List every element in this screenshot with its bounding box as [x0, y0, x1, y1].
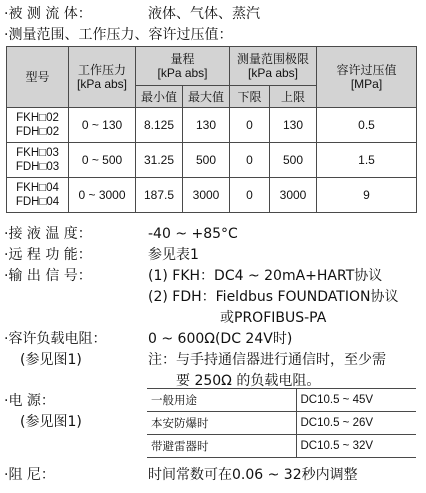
header-range-min: 最小值 [136, 86, 183, 108]
damping-label: ·阻 尼： [4, 467, 55, 483]
power-ref: (参见图1) [20, 414, 82, 430]
power-value-cell: DC10.5 ~ 32V [296, 435, 416, 458]
power-type-cell: 一般用途 [147, 389, 296, 412]
power-type-cell: 本安防爆时 [147, 412, 296, 435]
remote-value: 参见表1 [148, 247, 199, 263]
damping-value: 时间常数可在0.06 ~ 32秒内调整 [148, 467, 358, 483]
table-row [7, 178, 417, 213]
output-line1: (1) FKH：DC4 ~ 20mA+HART协议 [148, 268, 383, 284]
power-table [147, 388, 416, 458]
limit-lower-cell: 0 [230, 178, 270, 213]
pressure-cell: 0 ~ 500 [69, 143, 136, 178]
limit-upper-cell: 3000 [270, 178, 317, 213]
limit-upper-cell: 500 [270, 143, 317, 178]
power-label: ·电 源： [4, 393, 55, 409]
load-value: 0 ~ 600Ω(DC 24V时) [148, 331, 293, 347]
load-note-line2: 要 250Ω 的负载电阻。 [176, 373, 321, 389]
overpressure-cell: 0.5 [317, 108, 417, 143]
header-range-max: 最大值 [183, 86, 230, 108]
pressure-cell: 0 ~ 3000 [69, 178, 136, 213]
limit-upper-cell: 130 [270, 108, 317, 143]
model-cell: FKH□03 FDH□03 [7, 143, 69, 178]
header-model: 型号 [7, 47, 69, 108]
pressure-cell: 0 ~ 130 [69, 108, 136, 143]
table-row [147, 435, 416, 458]
medium-value: 液体、气体、蒸汽 [148, 6, 260, 22]
overpressure-cell: 9 [317, 178, 417, 213]
range-min-cell: 8.125 [136, 108, 183, 143]
header-overpressure: 容许过压值 [MPa] [317, 47, 417, 108]
range-min-cell: 187.5 [136, 178, 183, 213]
header-working-pressure: 工作压力 [kPa abs] [69, 47, 136, 108]
temperature-label: ·接 液 温 度： [4, 226, 92, 242]
model-cell: FKH□04 FDH□04 [7, 178, 69, 213]
model-cell: FKH□02 FDH□02 [7, 108, 69, 143]
range-max-cell: 3000 [183, 178, 230, 213]
range-max-cell: 130 [183, 108, 230, 143]
header-limit: 测量范围极限 [kPa abs] [230, 47, 317, 86]
output-line2: (2) FDH：Fieldbus FOUNDATION协议 [148, 289, 399, 305]
limit-lower-cell: 0 [230, 108, 270, 143]
spec-table [6, 46, 417, 213]
output-label: ·输 出 信 号： [4, 268, 92, 284]
range-min-cell: 31.25 [136, 143, 183, 178]
header-range: 量程 [kPa abs] [136, 47, 230, 86]
load-note-line1: 注：与手持通信器进行通信时，至少需 [148, 352, 386, 368]
table-row [147, 412, 416, 435]
header-limit-upper: 上限 [270, 86, 317, 108]
medium-label: ·被 测 流 体： [4, 6, 92, 22]
header-limit-lower: 下限 [230, 86, 270, 108]
power-value-cell: DC10.5 ~ 26V [296, 412, 416, 435]
load-label: ·容许负载电阻： [4, 331, 107, 347]
range-max-cell: 500 [183, 143, 230, 178]
overpressure-cell: 1.5 [317, 143, 417, 178]
table-row [7, 143, 417, 178]
ranges-heading: ·测量范围、工作压力、容许过压值： [4, 27, 233, 43]
load-ref: (参见图1) [20, 352, 82, 368]
table-row [7, 108, 417, 143]
power-type-cell: 带避雷器时 [147, 435, 296, 458]
power-value-cell: DC10.5 ~ 45V [296, 389, 416, 412]
table-row [147, 389, 416, 412]
limit-lower-cell: 0 [230, 143, 270, 178]
remote-label: ·远 程 功 能： [4, 247, 92, 263]
output-line3: 或PROFIBUS-PA [220, 310, 327, 326]
temperature-value: -40 ~ +85°C [148, 226, 238, 242]
